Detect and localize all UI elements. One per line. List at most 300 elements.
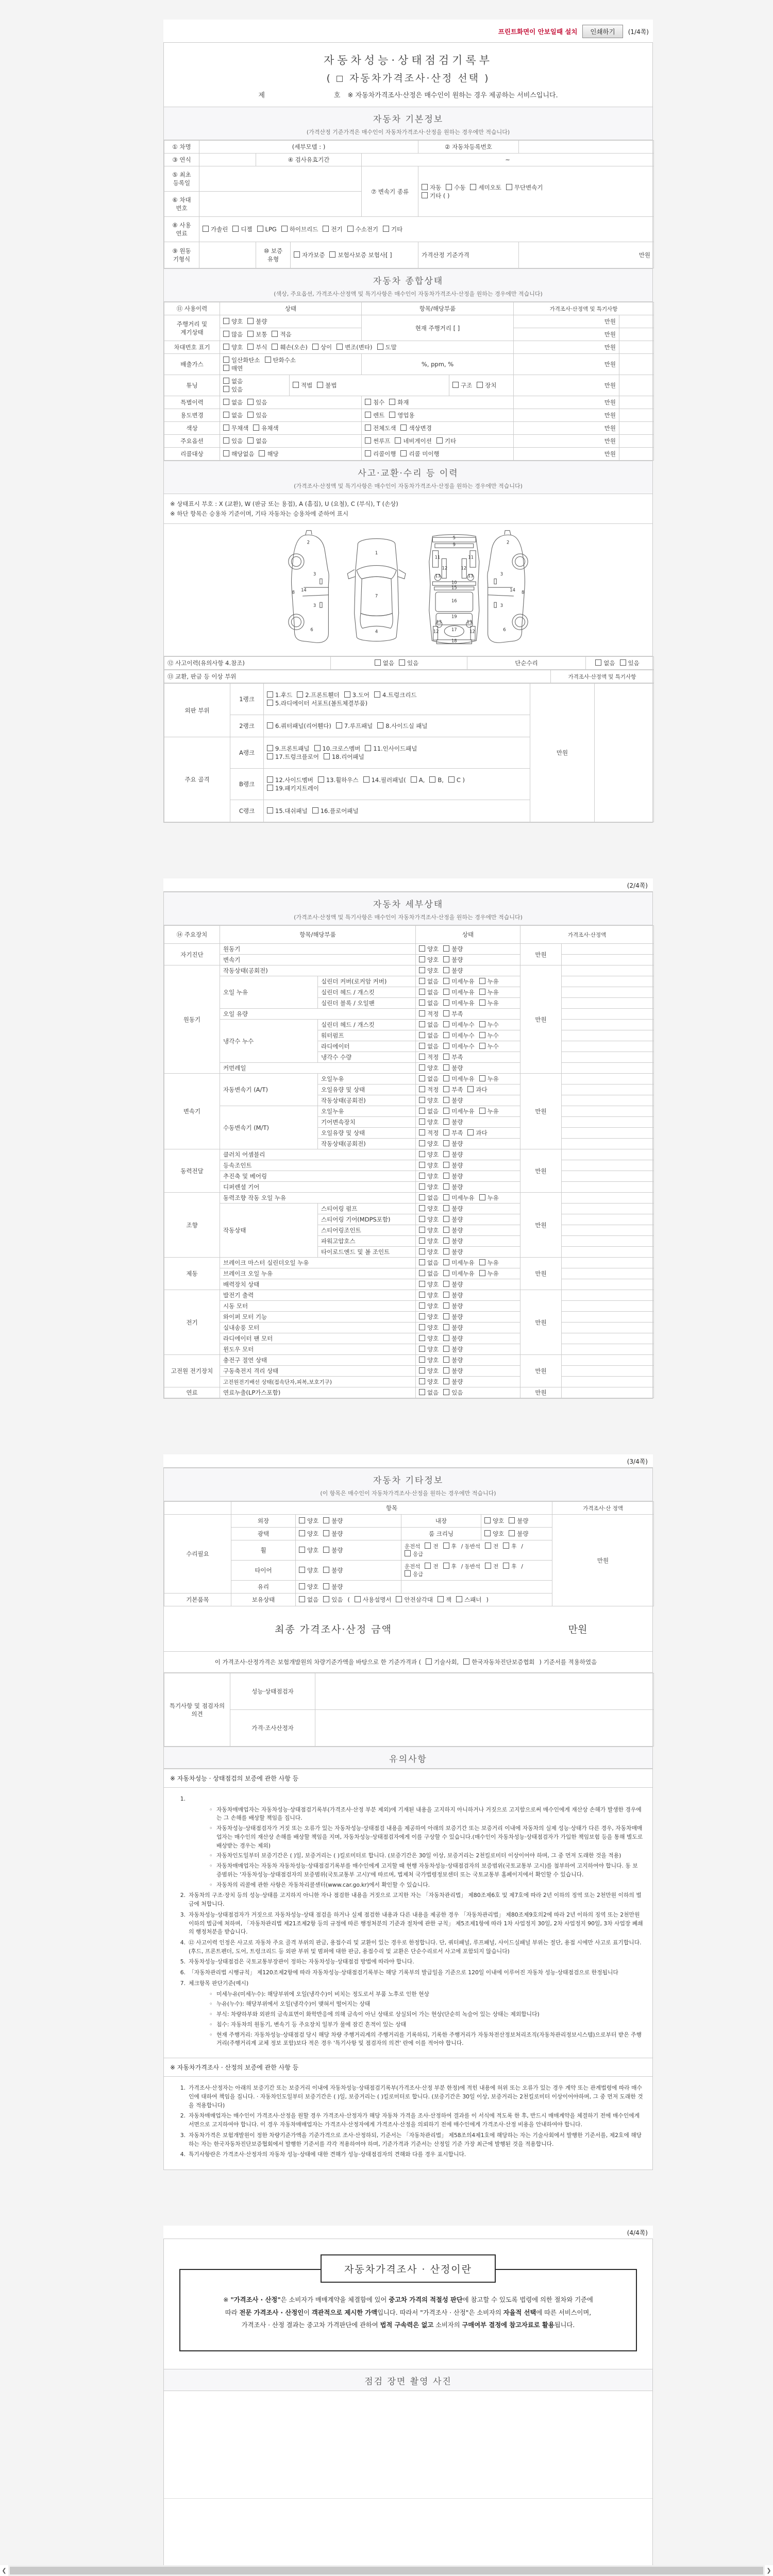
checkbox[interactable] xyxy=(419,1021,425,1027)
checkbox[interactable] xyxy=(419,1259,425,1265)
checkbox-option[interactable]: 미세누유 xyxy=(443,978,474,985)
checkbox[interactable] xyxy=(267,776,273,783)
checkbox[interactable] xyxy=(429,776,435,783)
checkbox-option[interactable]: 불량 xyxy=(443,1281,463,1288)
checkbox[interactable] xyxy=(443,1173,449,1179)
checkbox[interactable] xyxy=(456,1596,462,1602)
checkbox-option[interactable]: 사용설명서 xyxy=(355,1596,392,1603)
checkbox[interactable] xyxy=(419,1064,425,1071)
checkbox-option[interactable]: 리콜이행 xyxy=(365,450,396,457)
checkbox[interactable] xyxy=(247,344,254,350)
checkbox-option[interactable]: 불량 xyxy=(443,1346,463,1353)
checkbox-option[interactable]: 양호 xyxy=(419,1140,439,1147)
checkbox[interactable] xyxy=(443,1108,449,1114)
checkbox-option[interactable]: 불량 xyxy=(443,1216,463,1223)
checkbox-option[interactable]: 후 xyxy=(503,1544,516,1550)
checkbox-option[interactable]: 있음 xyxy=(247,399,267,406)
checkbox[interactable] xyxy=(375,659,381,666)
checkbox[interactable] xyxy=(419,999,425,1006)
checkbox[interactable] xyxy=(419,1097,425,1103)
checkbox-option[interactable]: 많음 xyxy=(223,331,243,338)
checkbox-option[interactable]: 훼손(오손) xyxy=(272,344,307,351)
checkbox[interactable] xyxy=(247,318,254,324)
checkbox[interactable] xyxy=(506,184,512,190)
checkbox-option[interactable]: 없음 xyxy=(419,989,439,996)
checkbox[interactable] xyxy=(323,1567,329,1573)
checkbox[interactable] xyxy=(365,450,371,456)
checkbox[interactable] xyxy=(419,1346,425,1352)
checkbox[interactable] xyxy=(419,1043,425,1049)
checkbox-option[interactable]: 없음 xyxy=(375,659,394,667)
checkbox[interactable] xyxy=(479,1108,485,1114)
checkbox[interactable] xyxy=(419,1010,425,1016)
checkbox-option[interactable]: 부족 xyxy=(443,1129,463,1137)
checkbox-option[interactable]: 전기 xyxy=(323,226,342,233)
checkbox-option[interactable]: 불량 xyxy=(443,1302,463,1310)
checkbox[interactable] xyxy=(323,1583,329,1589)
checkbox[interactable] xyxy=(479,1270,485,1276)
checkbox-option[interactable]: 자동 xyxy=(422,184,441,191)
checkbox[interactable] xyxy=(223,344,229,350)
checkbox-option[interactable]: 전 xyxy=(485,1544,498,1550)
checkbox[interactable] xyxy=(344,691,350,698)
checkbox[interactable] xyxy=(337,344,343,350)
checkbox-option[interactable]: 불량 xyxy=(247,318,267,325)
checkbox-option[interactable]: 양호 xyxy=(484,1517,504,1524)
checkbox-option[interactable]: 불량 xyxy=(443,1292,463,1299)
checkbox-option[interactable]: 없음 xyxy=(419,1259,439,1266)
checkbox[interactable] xyxy=(336,722,342,728)
checkbox[interactable] xyxy=(443,1543,449,1549)
checkbox[interactable] xyxy=(484,1517,491,1523)
checkbox-option[interactable]: 불량 xyxy=(443,967,463,974)
checkbox[interactable] xyxy=(323,1517,329,1523)
checkbox[interactable] xyxy=(272,331,278,337)
checkbox[interactable] xyxy=(299,1517,305,1523)
checkbox[interactable] xyxy=(452,382,459,388)
checkbox-option[interactable]: 기타 xyxy=(383,226,402,233)
checkbox-option[interactable]: 미세누유 xyxy=(443,1075,474,1082)
checkbox[interactable] xyxy=(446,184,452,190)
checkbox-option[interactable]: 없음 xyxy=(419,999,439,1007)
checkbox[interactable] xyxy=(223,378,229,384)
checkbox-option[interactable]: 화재 xyxy=(389,399,409,406)
checkbox[interactable] xyxy=(396,1596,402,1602)
checkbox-option[interactable]: 불량 xyxy=(443,1118,463,1126)
checkbox[interactable] xyxy=(223,318,229,324)
checkbox[interactable] xyxy=(595,659,601,666)
checkbox[interactable] xyxy=(419,1216,425,1222)
checkbox[interactable] xyxy=(419,1194,425,1200)
checkbox[interactable] xyxy=(443,1259,449,1265)
checkbox[interactable] xyxy=(443,956,449,962)
checkbox[interactable] xyxy=(259,450,265,456)
checkbox-option[interactable]: 기타 xyxy=(436,437,456,445)
checkbox-option[interactable]: 수소전기 xyxy=(347,226,378,233)
checkbox-option[interactable]: 양호 xyxy=(419,1346,439,1353)
checkbox-option[interactable]: 불량 xyxy=(443,1173,463,1180)
checkbox-option[interactable]: 미세누수 xyxy=(443,1021,474,1028)
checkbox[interactable] xyxy=(405,1550,411,1556)
checkbox-option[interactable]: 있음 xyxy=(223,386,243,393)
checkbox[interactable] xyxy=(443,978,449,984)
checkbox[interactable] xyxy=(312,807,318,814)
checkbox[interactable] xyxy=(443,1357,449,1363)
checkbox-option[interactable]: 없음 xyxy=(223,412,243,419)
checkbox[interactable] xyxy=(443,1563,449,1569)
checkbox[interactable] xyxy=(389,399,395,405)
checkbox[interactable] xyxy=(267,785,273,791)
checkbox[interactable] xyxy=(443,1140,449,1146)
checkbox-option[interactable]: 15.대쉬패널 xyxy=(267,807,308,815)
checkbox-option[interactable]: 누수 xyxy=(479,1032,499,1039)
checkbox-option[interactable]: 없음 xyxy=(419,1389,439,1396)
checkbox-option[interactable]: 후 xyxy=(503,1564,516,1570)
checkbox[interactable] xyxy=(324,753,330,759)
checkbox-option[interactable]: 양호 xyxy=(299,1517,318,1524)
checkbox[interactable] xyxy=(438,1596,444,1602)
checkbox-option[interactable]: 누유 xyxy=(479,999,499,1007)
checkbox-option[interactable]: 불량 xyxy=(443,1313,463,1320)
checkbox[interactable] xyxy=(443,1270,449,1276)
checkbox-option[interactable]: 14.필러패널( xyxy=(363,776,406,784)
checkbox[interactable] xyxy=(443,1194,449,1200)
checkbox[interactable] xyxy=(443,1086,449,1092)
checkbox-option[interactable]: 불량 xyxy=(443,1324,463,1331)
checkbox-option[interactable]: 장치 xyxy=(477,382,496,389)
checkbox[interactable] xyxy=(299,1547,305,1553)
checkbox-option[interactable]: 도말 xyxy=(377,344,397,351)
checkbox-option[interactable]: 불량 xyxy=(443,1205,463,1212)
checkbox[interactable] xyxy=(363,776,369,783)
checkbox[interactable] xyxy=(257,226,263,232)
checkbox-option[interactable]: 불량 xyxy=(443,1097,463,1104)
checkbox-option[interactable]: 세미오토 xyxy=(470,184,501,191)
checkbox[interactable] xyxy=(223,425,229,431)
checkbox-option[interactable]: 10.크로스멤버 xyxy=(314,745,361,752)
checkbox[interactable] xyxy=(318,776,324,783)
checkbox[interactable] xyxy=(419,1075,425,1081)
checkbox[interactable] xyxy=(365,437,371,444)
checkbox[interactable] xyxy=(411,776,417,783)
checkbox-option[interactable]: 양호 xyxy=(299,1530,318,1537)
checkbox-option[interactable]: 과다 xyxy=(467,1129,487,1137)
checkbox-option[interactable]: 불량 xyxy=(443,1248,463,1256)
checkbox[interactable] xyxy=(253,425,259,431)
checkbox[interactable] xyxy=(443,1075,449,1081)
checkbox-option[interactable]: 있음 xyxy=(323,1596,343,1603)
checkbox[interactable] xyxy=(267,807,273,814)
checkbox-option[interactable]: 네비게이션 xyxy=(395,437,432,445)
checkbox[interactable] xyxy=(419,1357,425,1363)
checkbox[interactable] xyxy=(443,1227,449,1233)
checkbox-option[interactable]: 누수 xyxy=(479,1021,499,1028)
checkbox-option[interactable]: 8.사이드실 패널 xyxy=(377,722,427,730)
checkbox-option[interactable]: 적정 xyxy=(419,1129,439,1137)
checkbox[interactable] xyxy=(426,1658,432,1665)
checkbox[interactable] xyxy=(203,226,209,232)
checkbox-option[interactable]: 누유 xyxy=(479,978,499,985)
checkbox-option[interactable]: 불량 xyxy=(443,1378,463,1385)
checkbox[interactable] xyxy=(377,344,383,350)
checkbox[interactable] xyxy=(443,1151,449,1157)
checkbox-option[interactable]: 전체도색 xyxy=(365,425,396,432)
checkbox-option[interactable]: 불량 xyxy=(443,1183,463,1191)
checkbox-option[interactable]: A, xyxy=(411,776,425,784)
checkbox-option[interactable]: 디젤 xyxy=(232,226,252,233)
checkbox-option[interactable]: 없음 xyxy=(247,437,267,445)
checkbox-option[interactable]: 부족 xyxy=(443,1010,463,1018)
checkbox-option[interactable]: 불량 xyxy=(323,1583,343,1590)
checkbox[interactable] xyxy=(479,1021,485,1027)
checkbox[interactable] xyxy=(400,425,407,431)
checkbox-option[interactable]: 한국자동차진단보증협회 xyxy=(463,1658,534,1666)
checkbox-option[interactable]: C ) xyxy=(448,776,465,784)
checkbox[interactable] xyxy=(323,226,329,232)
checkbox[interactable] xyxy=(509,1517,515,1523)
checkbox[interactable] xyxy=(479,989,485,995)
checkbox[interactable] xyxy=(443,1183,449,1190)
checkbox[interactable] xyxy=(419,1324,425,1330)
checkbox-option[interactable]: 양호 xyxy=(419,1118,439,1126)
checkbox[interactable] xyxy=(267,700,273,706)
checkbox[interactable] xyxy=(419,1162,425,1168)
checkbox[interactable] xyxy=(419,1129,425,1136)
checkbox[interactable] xyxy=(400,450,407,456)
checkbox-option[interactable]: 미세누유 xyxy=(443,1108,474,1115)
checkbox-option[interactable]: 누유 xyxy=(479,1075,499,1082)
checkbox[interactable] xyxy=(443,1054,449,1060)
checkbox-option[interactable]: 썬루프 xyxy=(365,437,390,445)
checkbox[interactable] xyxy=(479,1259,485,1265)
checkbox-option[interactable]: 누유 xyxy=(479,1270,499,1277)
checkbox[interactable] xyxy=(223,331,229,337)
checkbox[interactable] xyxy=(479,1043,485,1049)
checkbox[interactable] xyxy=(297,691,303,698)
checkbox-option[interactable]: 11.인사이드패널 xyxy=(365,745,417,752)
checkbox[interactable] xyxy=(479,978,485,984)
checkbox-option[interactable]: 없음 xyxy=(223,378,243,385)
checkbox-option[interactable]: 해당 xyxy=(259,450,278,457)
checkbox-option[interactable]: 무채색 xyxy=(223,425,248,432)
checkbox[interactable] xyxy=(443,1389,449,1395)
horizontal-scrollbar[interactable] xyxy=(0,2565,773,2576)
checkbox-option[interactable]: 미세누유 xyxy=(443,1270,474,1277)
checkbox[interactable] xyxy=(223,357,229,363)
checkbox-option[interactable]: 불량 xyxy=(443,1064,463,1072)
checkbox[interactable] xyxy=(419,1281,425,1287)
checkbox-option[interactable]: 적법 xyxy=(293,382,312,389)
checkbox-option[interactable]: 양호 xyxy=(419,956,439,963)
checkbox-option[interactable]: 누수 xyxy=(479,1043,499,1050)
checkbox[interactable] xyxy=(443,945,449,952)
checkbox-option[interactable]: 양호 xyxy=(299,1567,318,1574)
checkbox[interactable] xyxy=(223,412,229,418)
checkbox[interactable] xyxy=(443,1248,449,1255)
checkbox-option[interactable]: 전 xyxy=(425,1564,438,1570)
checkbox[interactable] xyxy=(443,1205,449,1211)
checkbox-option[interactable]: 양호 xyxy=(419,1151,439,1158)
checkbox-option[interactable]: 5.라디에이터 서포트(볼트체결부품) xyxy=(267,700,367,707)
checkbox-option[interactable]: 2.프론트휀더 xyxy=(297,691,340,699)
checkbox[interactable] xyxy=(323,1530,329,1536)
checkbox[interactable] xyxy=(419,1054,425,1060)
checkbox[interactable] xyxy=(443,1129,449,1136)
checkbox[interactable] xyxy=(299,1567,305,1573)
checkbox[interactable] xyxy=(223,450,229,456)
checkbox-option[interactable]: 없음 xyxy=(419,1108,439,1115)
checkbox[interactable] xyxy=(443,1010,449,1016)
checkbox-option[interactable]: 과다 xyxy=(467,1086,487,1093)
checkbox-option[interactable]: 양호 xyxy=(299,1583,318,1590)
checkbox[interactable] xyxy=(443,1032,449,1038)
checkbox[interactable] xyxy=(467,1086,474,1092)
checkbox-option[interactable]: B, xyxy=(429,776,444,784)
checkbox[interactable] xyxy=(365,412,371,418)
checkbox-option[interactable]: 6.쿼터패널(리어휀다) xyxy=(267,722,331,730)
checkbox[interactable] xyxy=(485,1563,491,1569)
checkbox-option[interactable]: 양호 xyxy=(419,945,439,953)
checkbox-option[interactable]: 있음 xyxy=(399,659,418,667)
checkbox-option[interactable]: 적정 xyxy=(419,1010,439,1018)
checkbox-option[interactable]: 전 xyxy=(425,1544,438,1550)
checkbox-option[interactable]: 없음 xyxy=(419,1021,439,1028)
checkbox[interactable] xyxy=(419,1032,425,1038)
checkbox-option[interactable]: 적정 xyxy=(419,1086,439,1093)
checkbox-option[interactable]: 양호 xyxy=(419,1064,439,1072)
print-button[interactable]: 인쇄하기 xyxy=(582,25,623,38)
checkbox-option[interactable]: 1.후드 xyxy=(267,691,292,699)
checkbox[interactable] xyxy=(419,1367,425,1374)
checkbox-option[interactable]: 무단변속기 xyxy=(506,184,543,191)
checkbox-option[interactable]: 누유 xyxy=(479,1108,499,1115)
checkbox-option[interactable]: 미세누수 xyxy=(443,1043,474,1050)
checkbox-option[interactable]: 4.트렁크리드 xyxy=(374,691,417,699)
checkbox[interactable] xyxy=(299,1583,305,1589)
checkbox-option[interactable]: 불량 xyxy=(443,945,463,953)
checkbox-option[interactable]: 기타 ( ) xyxy=(422,192,450,199)
checkbox-option[interactable]: 양호 xyxy=(419,1324,439,1331)
checkbox[interactable] xyxy=(419,956,425,962)
checkbox[interactable] xyxy=(374,691,380,698)
checkbox-option[interactable]: 영업용 xyxy=(389,412,414,419)
scroll-left-icon[interactable]: ❮ xyxy=(0,2565,8,2576)
checkbox[interactable] xyxy=(443,1367,449,1374)
checkbox[interactable] xyxy=(443,1292,449,1298)
checkbox-option[interactable]: 있음 xyxy=(620,659,640,667)
checkbox-option[interactable]: 미세누유 xyxy=(443,989,474,996)
checkbox-option[interactable]: 양호 xyxy=(223,318,243,325)
checkbox-option[interactable]: 보통 xyxy=(247,331,267,338)
checkbox[interactable] xyxy=(419,1238,425,1244)
checkbox-option[interactable]: 3.도어 xyxy=(344,691,369,699)
checkbox-option[interactable]: 양호 xyxy=(419,967,439,974)
checkbox[interactable] xyxy=(443,1281,449,1287)
checkbox-option[interactable]: 없음 xyxy=(299,1596,318,1603)
checkbox-option[interactable]: 있음 xyxy=(223,437,243,445)
checkbox[interactable] xyxy=(484,1530,491,1536)
checkbox[interactable] xyxy=(448,776,455,783)
checkbox[interactable] xyxy=(223,386,229,392)
checkbox-option[interactable]: 불법 xyxy=(317,382,337,389)
checkbox[interactable] xyxy=(419,1151,425,1157)
checkbox[interactable] xyxy=(425,1563,431,1569)
checkbox-option[interactable]: 양호 xyxy=(419,1173,439,1180)
checkbox[interactable] xyxy=(267,722,273,728)
checkbox[interactable] xyxy=(399,659,405,666)
checkbox-option[interactable]: 가솔린 xyxy=(203,226,228,233)
checkbox[interactable] xyxy=(247,331,254,337)
checkbox[interactable] xyxy=(479,1075,485,1081)
checkbox[interactable] xyxy=(419,1205,425,1211)
checkbox[interactable] xyxy=(503,1543,509,1549)
checkbox[interactable] xyxy=(479,1194,485,1200)
checkbox-option[interactable]: LPG xyxy=(257,226,277,233)
checkbox[interactable] xyxy=(294,251,300,258)
checkbox-option[interactable]: 불량 xyxy=(443,1227,463,1234)
checkbox[interactable] xyxy=(419,1378,425,1384)
checkbox-option[interactable]: 응급 xyxy=(405,1551,423,1557)
checkbox-option[interactable]: 일산화탄소 xyxy=(223,357,260,364)
checkbox-option[interactable]: 없음 xyxy=(595,659,615,667)
checkbox[interactable] xyxy=(419,1292,425,1298)
checkbox-option[interactable]: 해당없음 xyxy=(223,450,254,457)
checkbox[interactable] xyxy=(443,967,449,973)
checkbox[interactable] xyxy=(419,967,425,973)
checkbox[interactable] xyxy=(389,412,395,418)
checkbox[interactable] xyxy=(443,1324,449,1330)
checkbox-option[interactable]: 불량 xyxy=(443,1162,463,1169)
checkbox[interactable] xyxy=(443,1097,449,1103)
checkbox-option[interactable]: 스패너 xyxy=(456,1596,481,1603)
checkbox-option[interactable]: 없음 xyxy=(419,1075,439,1082)
checkbox[interactable] xyxy=(365,745,371,751)
checkbox-option[interactable]: 불량 xyxy=(323,1567,343,1574)
checkbox-option[interactable]: 17.트렁크플로어 xyxy=(267,753,319,760)
checkbox[interactable] xyxy=(383,226,389,232)
checkbox[interactable] xyxy=(436,437,443,444)
checkbox-option[interactable]: 양호 xyxy=(419,1313,439,1320)
checkbox-option[interactable]: 변조(변타) xyxy=(337,344,372,351)
checkbox-option[interactable]: 양호 xyxy=(419,1367,439,1375)
checkbox-option[interactable]: 렌트 xyxy=(365,412,384,419)
checkbox[interactable] xyxy=(419,1248,425,1255)
checkbox[interactable] xyxy=(419,1086,425,1092)
checkbox[interactable] xyxy=(323,1596,329,1602)
checkbox[interactable] xyxy=(443,1043,449,1049)
checkbox-option[interactable]: 잭 xyxy=(438,1596,451,1603)
checkbox[interactable] xyxy=(267,745,273,751)
checkbox[interactable] xyxy=(470,184,476,190)
checkbox[interactable] xyxy=(503,1563,509,1569)
checkbox[interactable] xyxy=(293,382,299,388)
checkbox-option[interactable]: 양호 xyxy=(419,1357,439,1364)
checkbox-option[interactable]: 침수 xyxy=(365,399,384,406)
checkbox-option[interactable]: 미세누유 xyxy=(443,1194,474,1201)
checkbox[interactable] xyxy=(365,399,371,405)
checkbox-option[interactable]: 양호 xyxy=(419,1281,439,1288)
checkbox[interactable] xyxy=(419,1270,425,1276)
checkbox-option[interactable]: 탄화수소 xyxy=(265,357,296,364)
checkbox-option[interactable]: 수동 xyxy=(446,184,465,191)
checkbox[interactable] xyxy=(312,344,318,350)
checkbox[interactable] xyxy=(419,978,425,984)
checkbox-option[interactable]: 없음 xyxy=(419,1270,439,1277)
checkbox[interactable] xyxy=(443,1021,449,1027)
checkbox[interactable] xyxy=(467,1129,474,1136)
checkbox[interactable] xyxy=(247,399,254,405)
checkbox[interactable] xyxy=(443,989,449,995)
